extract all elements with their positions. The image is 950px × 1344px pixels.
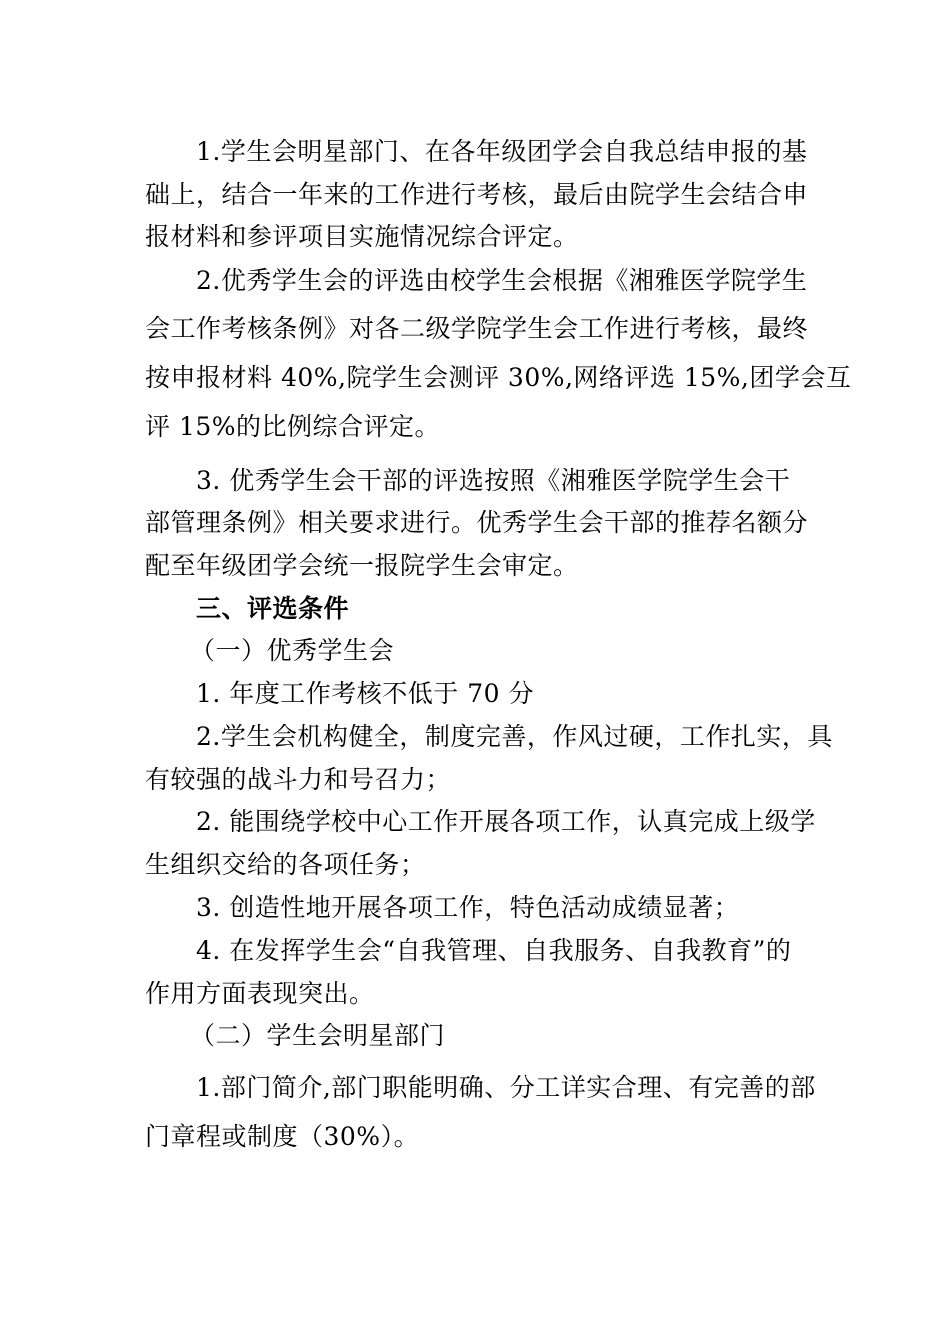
criterion-4-line: 3. 创造性地开展各项工作，特色活动成绩显著； (196, 893, 740, 922)
paragraph-2-line-2: 会工作考核条例》对各二级学院学生会工作进行考核，最终 (145, 314, 809, 343)
paragraph-1-line-3: 报材料和参评项目实施情况综合评定。 (145, 222, 579, 251)
criterion-1-line: 1. 年度工作考核不低于 70 分 (196, 679, 535, 708)
paragraph-1-line-1: 1.学生会明星部门、在各年级团学会自我总结申报的基 (196, 137, 808, 166)
criterion-3-line-1: 2. 能围绕学校中心工作开展各项工作，认真完成上级学 (196, 807, 816, 836)
paragraph-3-line-3: 配至年级团学会统一报院学生会审定。 (145, 551, 579, 580)
criterion-3-line-2: 生组织交给的各项任务； (145, 850, 426, 879)
criterion-5-line-1: 4. 在发挥学生会“自我管理、自我服务、自我教育”的 (196, 936, 792, 965)
dept-criterion-1-line-1: 1.部门简介,部门职能明确、分工详实合理、有完善的部 (196, 1073, 816, 1102)
paragraph-2-line-1: 2.优秀学生会的评选由校学生会根据《湘雅医学院学生 (196, 266, 808, 295)
criterion-5-line-2: 作用方面表现突出。 (145, 979, 375, 1008)
criterion-2-line-2: 有较强的战斗力和号召力； (145, 765, 452, 794)
dept-criterion-1-line-2: 门章程或制度（30%）。 (145, 1122, 420, 1151)
subsection-heading-1: （一）优秀学生会 (190, 636, 395, 665)
paragraph-1-line-2: 础上，结合一年来的工作进行考核，最后由院学生会结合申 (145, 180, 809, 209)
paragraph-2-line-4: 评 15%的比例综合评定。 (145, 412, 441, 441)
paragraph-3-line-2: 部管理条例》相关要求进行。优秀学生会干部的推荐名额分 (145, 508, 809, 537)
paragraph-3-line-1: 3. 优秀学生会干部的评选按照《湘雅医学院学生会干 (196, 466, 791, 495)
criterion-2-line-1: 2.学生会机构健全，制度完善，作风过硬，工作扎实，具 (196, 722, 833, 751)
subsection-heading-2: （二）学生会明星部门 (190, 1021, 446, 1050)
section-heading: 三、评选条件 (196, 594, 350, 623)
paragraph-2-line-3: 按申报材料 40%,院学生会测评 30%,网络评选 15%,团学会互 (145, 363, 852, 392)
